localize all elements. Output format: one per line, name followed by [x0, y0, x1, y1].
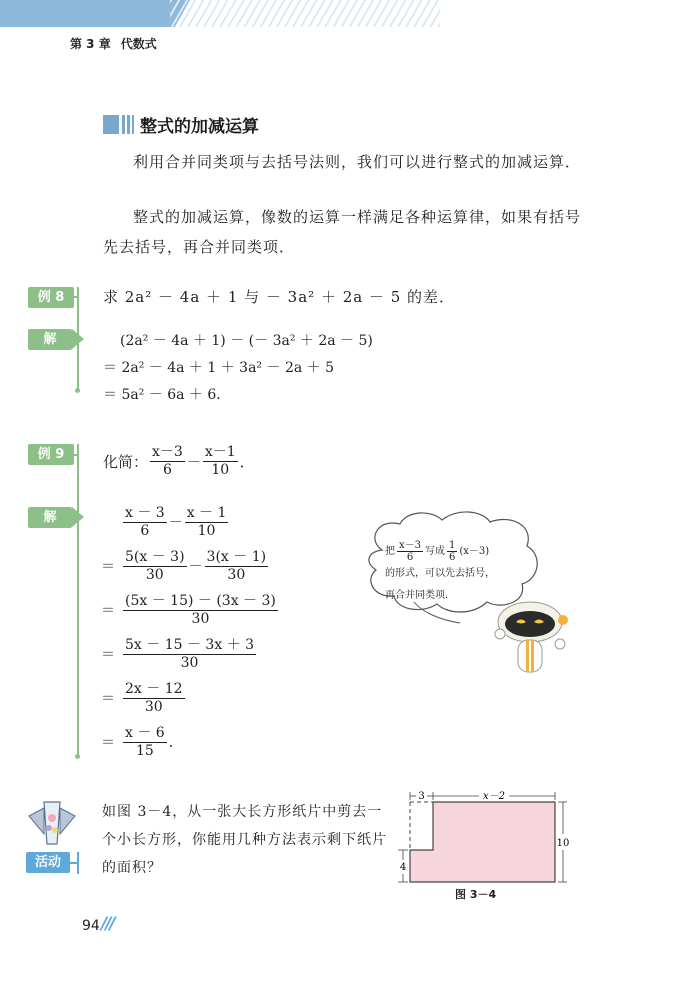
- example-8-solution-cont: [103, 355, 334, 409]
- fraction: [123, 505, 167, 540]
- fraction: [150, 444, 185, 479]
- figure-3-4: [395, 786, 585, 886]
- numerator: 1: [449, 540, 456, 551]
- tip-word: 把: [385, 545, 395, 557]
- figure-caption: 图 3－4: [455, 888, 497, 901]
- numerator: 2x － 12: [125, 680, 183, 697]
- numerator: 3(x － 1): [206, 548, 267, 565]
- remaining-paper-shape: [410, 802, 555, 882]
- denominator: 6: [162, 462, 172, 478]
- operator: －: [188, 559, 203, 575]
- solution-line: (2a² － 4a ＋ 1) － (－ 3a² ＋ 2a － 5): [120, 333, 373, 349]
- fraction: [203, 444, 238, 479]
- activity-rule: [77, 852, 79, 874]
- denominator: 30: [145, 566, 164, 583]
- fraction: [123, 681, 185, 716]
- solution-step: [101, 720, 280, 764]
- solution-step: [101, 500, 280, 544]
- tip-line-3: 再合并同类项．: [385, 590, 455, 601]
- equals-sign: ＝: [101, 691, 115, 707]
- example-8-problem: 求 2a² － 4a ＋ 1 与 － 3a² ＋ 2a － 5 的差．: [103, 288, 456, 306]
- intro-paragraph-2: 整式的加减运算，像数的运算一样满足各种运算律，如果有括号先去括号，再合并同类项．: [103, 208, 582, 256]
- numerator: x － 3: [125, 504, 165, 521]
- denominator: 6: [406, 552, 414, 563]
- example-9-solution-label: 解: [28, 507, 72, 528]
- chapter-heading: [70, 35, 167, 52]
- equals-sign: ＝: [101, 559, 115, 575]
- example-8-end-dot: [75, 388, 80, 393]
- example-8-label: 例 8: [28, 287, 74, 308]
- section-title: 整式的加减运算: [140, 117, 259, 137]
- numerator: x－3: [152, 444, 183, 460]
- tip-word: 写成: [425, 545, 446, 557]
- equals-sign: ＝: [101, 603, 115, 619]
- operator: －: [186, 454, 201, 471]
- equals-sign: ＝: [101, 647, 115, 663]
- header-stripes: [170, 0, 440, 27]
- denominator: 30: [227, 566, 246, 583]
- tip-word: (x－3): [459, 545, 490, 557]
- solution-step: [101, 544, 280, 588]
- example-9-solution: [101, 500, 280, 764]
- example-9-label: 例 9: [28, 444, 74, 465]
- page-number-decoration: ///: [101, 914, 114, 934]
- dim-label-4: 4: [399, 862, 407, 873]
- numerator: x － 6: [125, 724, 165, 741]
- fraction: [123, 593, 278, 628]
- example-8-solution-label: 解: [28, 329, 72, 350]
- denominator: 15: [135, 742, 154, 759]
- numerator: x－1: [204, 444, 236, 460]
- dim-label-3: 3: [418, 791, 425, 802]
- problem-suffix: ．: [239, 453, 255, 471]
- example-8-tick: [70, 296, 78, 298]
- numerator: x － 1: [186, 504, 227, 521]
- numerator: x－3: [399, 540, 422, 551]
- numerator: 5(x － 3): [125, 548, 185, 565]
- chapter-title: 代数式: [120, 37, 157, 51]
- intro-paragraph-1: 利用合并同类项与去括号法则，我们可以进行整式的加减运算．: [133, 153, 582, 171]
- fraction: [447, 540, 457, 563]
- solution-line: ＝ 2a² － 4a ＋ 1 ＋ 3a² － 2a ＋ 5: [103, 360, 335, 376]
- problem-prefix: 化简：: [103, 453, 149, 471]
- solution-step: [101, 588, 280, 632]
- numerator: 5x － 15 － 3x ＋ 3: [125, 636, 255, 653]
- example-9-problem: [103, 444, 255, 479]
- fraction: [185, 505, 229, 540]
- solution-step: [101, 676, 280, 720]
- numerator: (5x － 15) － (3x － 3): [125, 592, 276, 609]
- fraction: [205, 549, 269, 584]
- denominator: 30: [191, 610, 210, 627]
- activity-label: 活动: [26, 852, 70, 873]
- dim-label-10: 10: [556, 838, 570, 849]
- solution-line: ＝ 5a² － 6a ＋ 6．: [103, 387, 231, 403]
- section-icon: [103, 115, 133, 134]
- activity-text: 如图 3－4，从一张大长方形纸片中剪去一个小长方形，你能用几种方法表示剩下纸片的面积？: [102, 804, 387, 876]
- robot-mascot-icon: [492, 600, 570, 678]
- header-band: [0, 0, 190, 27]
- fraction: [397, 540, 423, 563]
- fraction: [123, 637, 256, 672]
- denominator: 30: [144, 698, 163, 715]
- tip-text: [385, 540, 535, 607]
- tip-line-2: 的形式，可以先去括号，: [385, 568, 495, 579]
- period: ．: [168, 735, 183, 751]
- denominator: 6: [140, 522, 150, 539]
- operator: －: [168, 515, 183, 531]
- equals-sign: ＝: [101, 735, 115, 751]
- fraction: [123, 549, 187, 584]
- activity-icon: [26, 800, 78, 848]
- denominator: 30: [180, 654, 199, 671]
- dim-label-x-minus-2: x－2: [482, 791, 506, 802]
- page-number: 94: [82, 918, 100, 934]
- example-9-end-dot: [75, 754, 80, 759]
- example-8-solution: [120, 328, 373, 355]
- chapter-number: 第 3 章: [70, 37, 111, 51]
- tip-line-1: [385, 540, 535, 563]
- solution-step: [101, 632, 280, 676]
- denominator: 10: [211, 462, 230, 478]
- fraction: [123, 725, 167, 760]
- example-9-rule: [77, 444, 79, 756]
- denominator: 10: [197, 522, 216, 539]
- denominator: 6: [449, 552, 456, 563]
